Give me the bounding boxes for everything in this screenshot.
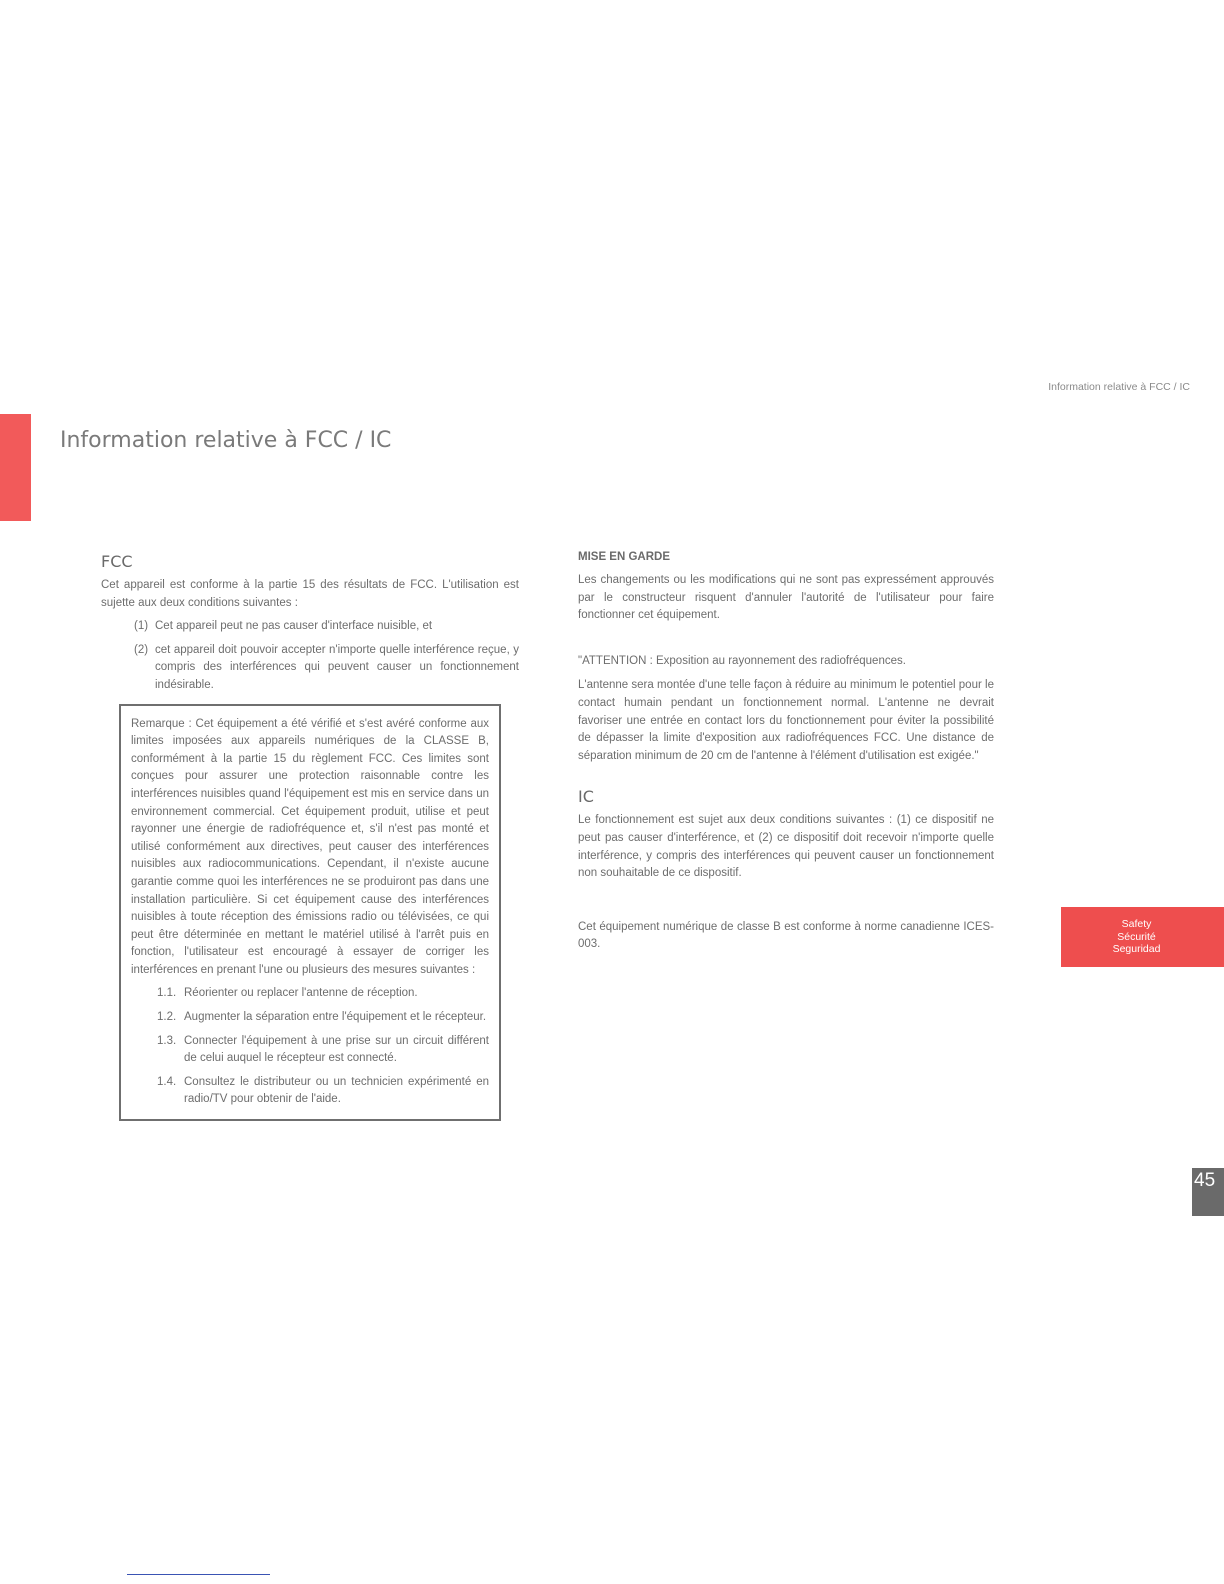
list-item [134,642,519,695]
list-item [157,1009,489,1027]
fcc-intro: Cet appareil est conforme à la partie 15 des résultats de FCC. L'utilisation est sujette aux deux conditions suivantes : [101,579,519,609]
tab-label-securite: Sécurité [1117,930,1156,943]
list-item [157,1033,489,1068]
attention-text: "ATTENTION : Exposition au rayonnement des radiofréquences. [578,654,906,667]
list-item-text: Réorienter ou replacer l'antenne de réception. [184,987,418,1000]
section-accent-bar [0,414,31,521]
list-item-text: Connecter l'équipement à une prise sur un circuit différent de celui auquel le récepteur est connecté. [184,1034,489,1065]
list-item-number: (2) [134,643,149,656]
measures-list [131,985,489,1109]
remark-box [119,704,501,1121]
mise-en-garde-text: Les changements ou les modifications qui ne sont pas expressément approuvés par le constructeur risquent d'annuler l'autorité de l'utilisateur pour faire fonctionner cet équipement. [578,574,994,622]
ic-text: Le fonctionnement est sujet aux deux conditions suivantes : (1) ce dispositif ne peut pas causer d'interférence, et (2) ce dispositif doit recevoir n'importe quelle interférence, y compris des interférences qui peuvent causer un fonctionnement non souhaitable de ce dispositif. [578,814,994,880]
fcc-heading: FCC [101,552,133,571]
list-item-text: Consultez le distributeur ou un technicien expérimenté en radio/TV pour obtenir de l'aide. [184,1075,489,1106]
right-column [578,551,994,954]
page-number: 45 [1192,1168,1224,1216]
list-item-text: Augmenter la séparation entre l'équipement et le récepteur. [184,1011,487,1024]
list-item-number: 1.2. [157,1011,177,1024]
list-item [157,1074,489,1109]
footnote-divider [127,1574,270,1575]
list-item-text: cet appareil doit pouvoir accepter n'importe quelle interférence reçue, y compris des interférences qui peuvent causer un fonctionnement indésirable. [155,643,519,691]
tab-label-seguridad: Seguridad [1112,943,1161,955]
list-item-number: 1.4. [157,1075,177,1088]
list-item [157,985,489,1003]
remark-text: Remarque : Cet équipement a été vérifié et s'est avéré conforme aux limites imposées aux appareils numériques de la CLASSE B, conformément à la partie 15 du règlement FCC. Ces limites sont conçues pour assurer une protection raisonnable contre les interférences nuisibles quand l'équipement est mis en service dans un environnement commercial. Cet équipement produit, utilise et peut rayonner une énergie de radiofréquence et, s'il n'est pas monté et utilisé conformément aux directives, peut causer des interférences nuisibles aux radiocommunications. Cependant, il n'existe aucune garantie comme quoi les interférences ne se produiront pas dans une installation particulière. Si cet équipement cause des interférences nuisibles à toute réception des émissions radio ou télévisées, ce qui peut être déterminée en mettant le matériel utilisé à l'arrêt puis en fonction, l'utilisateur est encouragé à essayer de corriger les interférences en prenant l'une ou plusieurs des mesures suivantes : [131,717,489,976]
antenna-text: L'antenne sera montée d'une telle façon à réduire au minimum le potentiel pour le contact humain pendant un fonctionnement normal. L'antenne ne devrait favoriser une entrée en contact lors du fonctionnement pour éviter la possibilité de dépasser la limite d'exposition aux radiofréquences FCC. Une distance de séparation minimum de 20 cm de l'antenne à l'élément d'utilisation est exigée." [578,679,994,762]
mise-en-garde-heading: MISE EN GARDE [578,551,671,563]
running-header: Information relative à FCC / IC [1048,381,1190,393]
ic-heading: IC [578,787,594,807]
page-title: Information relative à FCC / IC [60,428,392,453]
list-item-number: 1.1. [157,987,177,1000]
left-column [101,552,519,1121]
list-item [134,618,519,636]
safety-section-tab[interactable] [1061,907,1224,967]
list-item-number: 1.3. [157,1034,177,1047]
tab-label-safety: Safety [1121,918,1152,930]
list-item-number: (1) [134,620,149,633]
list-item-text: Cet appareil peut ne pas causer d'interface nuisible, et [155,620,433,633]
fcc-conditions-list [101,618,519,694]
ic-class-b-note: Cet équipement numérique de classe B est conforme à norme canadienne ICES-003. [578,920,994,951]
